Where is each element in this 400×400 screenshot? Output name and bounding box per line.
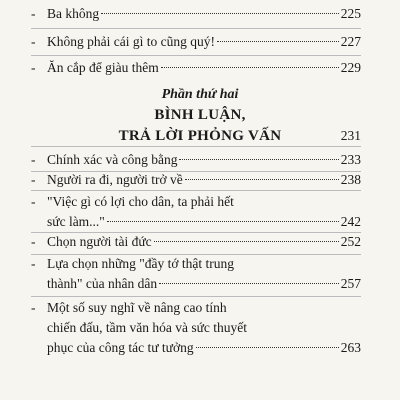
dash-bullet: -	[31, 256, 36, 271]
toc-entry-title-line: phục của công tác tư tưởng	[47, 340, 194, 355]
divider	[31, 146, 361, 147]
toc-entry-page: 229	[340, 60, 361, 75]
toc-entry-title: Người ra đi, người trở về	[47, 172, 183, 187]
toc-entry-title-line: "Việc gì có lợi cho dân, ta phải hết	[47, 194, 234, 209]
toc-entry-page: 257	[340, 276, 361, 291]
part-label: Phần thứ hai	[161, 87, 239, 102]
dash-bullet: -	[31, 34, 36, 49]
toc-entry-title-line: sức làm..."	[47, 214, 105, 229]
toc-entry-page: 233	[340, 152, 361, 167]
dot-leader	[196, 347, 339, 348]
section-title-line1: BÌNH LUẬN,	[154, 107, 246, 123]
toc-entry-page: 225	[340, 6, 361, 21]
divider	[31, 190, 361, 191]
dot-leader	[101, 13, 339, 14]
toc-entry-title-line: Lựa chọn những "đầy tớ thật trung	[47, 256, 234, 271]
toc-entry-page: 263	[340, 340, 361, 355]
toc-entry-title-line: thành" của nhân dân	[47, 276, 158, 291]
toc-entry-title-line: chiến đấu, tầm văn hóa và sức thuyết	[47, 320, 248, 335]
dash-bullet: -	[31, 300, 36, 315]
section-title-line2: TRẢ LỜI PHỎNG VẤN	[118, 128, 282, 144]
toc-entry-title: Không phải cái gì to cũng quý!	[47, 34, 215, 49]
dash-bullet: -	[31, 172, 36, 187]
dot-leader	[179, 159, 338, 160]
dash-bullet: -	[31, 234, 36, 249]
toc-entry-title: Ba không	[47, 6, 100, 21]
section-page: 231	[340, 128, 361, 143]
divider	[31, 55, 361, 56]
toc-entry-page: 238	[340, 172, 361, 187]
divider	[31, 28, 361, 29]
toc-entry-title: Chọn người tài đức	[47, 234, 152, 249]
toc-entry-page: 242	[340, 214, 361, 229]
dot-leader	[154, 241, 339, 242]
dash-bullet: -	[31, 6, 36, 21]
dash-bullet: -	[31, 60, 36, 75]
dot-leader	[107, 221, 339, 222]
toc-entry-page: 227	[340, 34, 361, 49]
toc-entry-title: Chính xác và công bằng	[47, 152, 178, 167]
dot-leader	[185, 179, 339, 180]
divider	[31, 296, 361, 297]
toc-entry-title: Ăn cắp để giàu thêm	[47, 60, 159, 75]
toc-entry-page: 252	[340, 234, 361, 249]
toc-entry-title-line: Một số suy nghĩ về nâng cao tính	[47, 300, 227, 315]
dot-leader	[161, 67, 339, 68]
dash-bullet: -	[31, 194, 36, 209]
dot-leader	[159, 283, 339, 284]
dot-leader	[217, 41, 339, 42]
dash-bullet: -	[31, 152, 36, 167]
